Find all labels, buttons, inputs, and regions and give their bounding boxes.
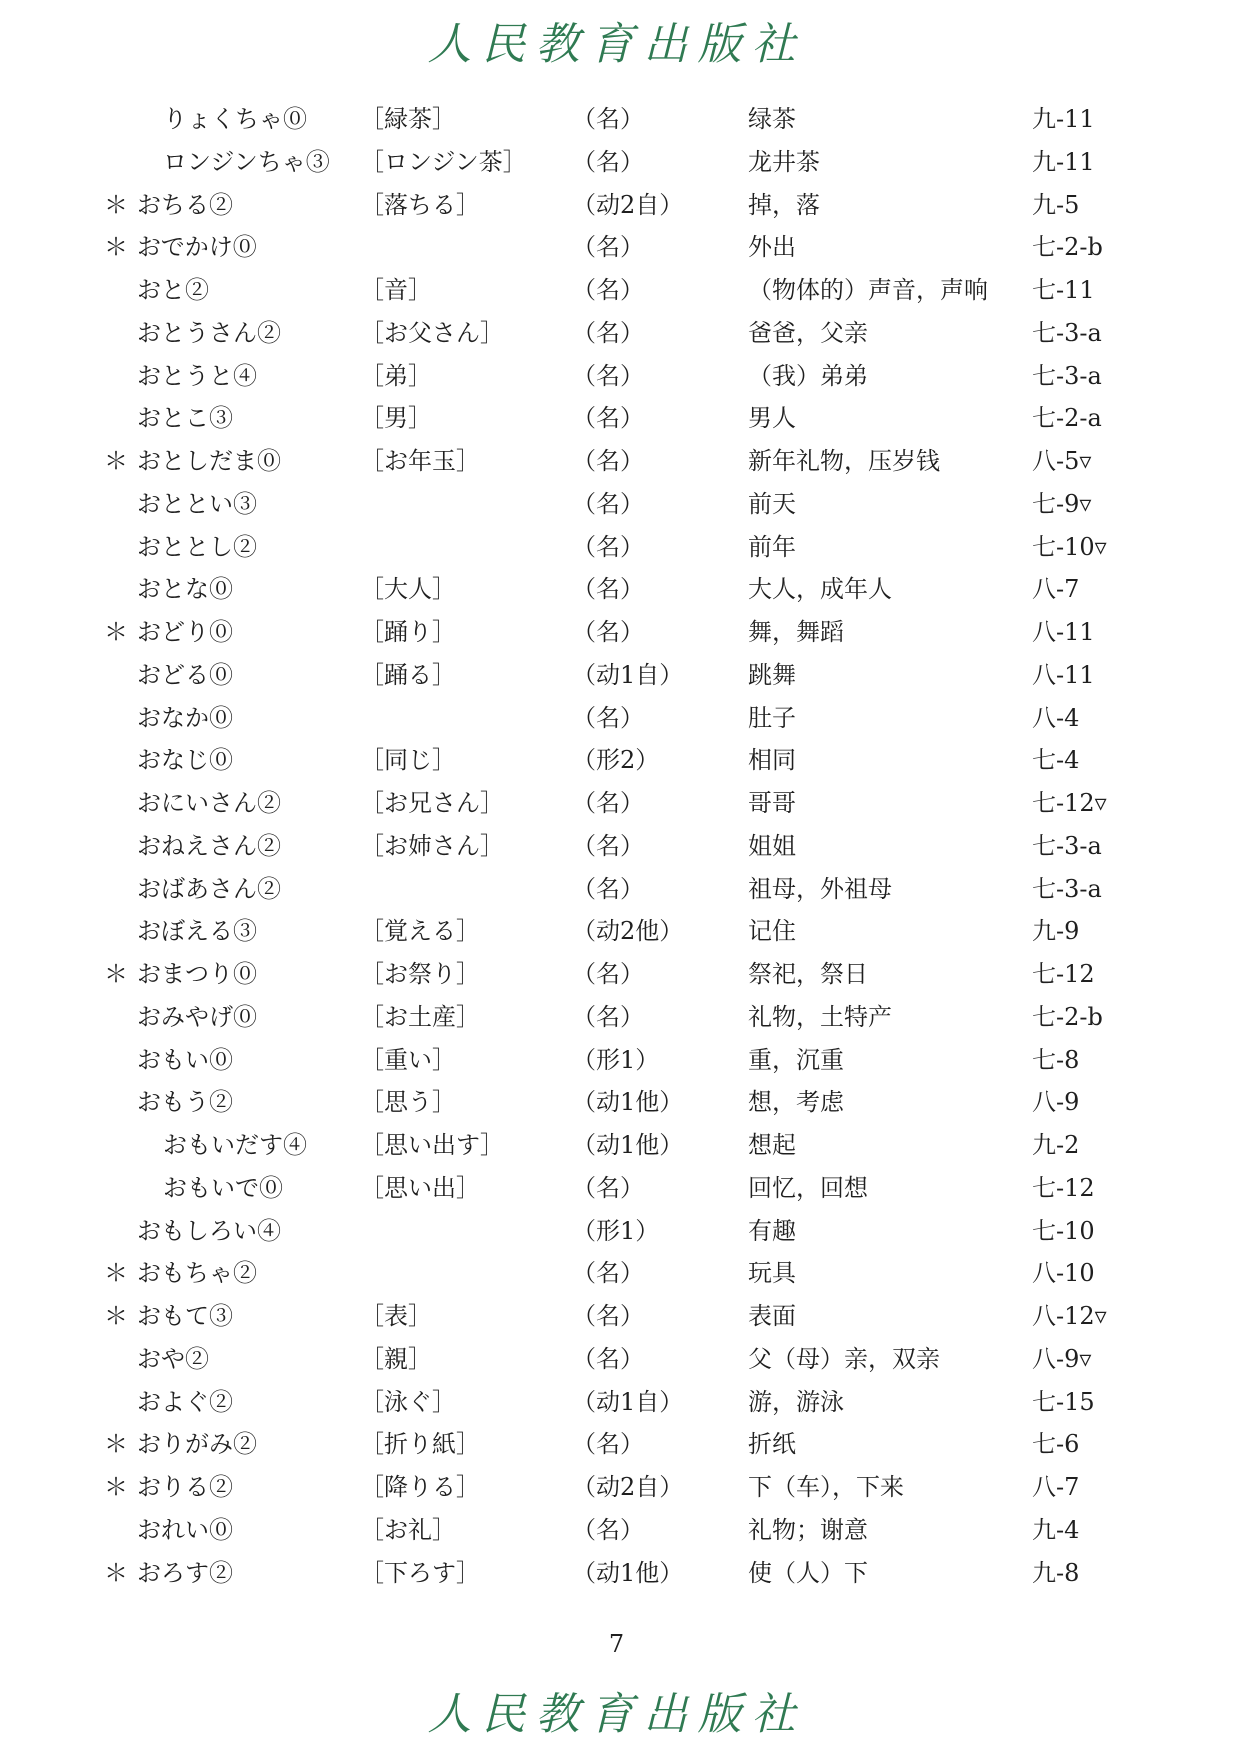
vocab-row [0,568,1233,611]
part-of-speech: （名） [572,960,644,988]
lesson-ref: 七-12 [1032,1173,1095,1202]
part-of-speech: （名） [572,874,644,903]
vocab-row [0,526,1233,569]
part-of-speech: （名） [572,789,644,817]
vocab-row [0,1124,1233,1167]
reading: おもい⓪ [137,1045,233,1074]
publisher-logo-top: 人民教育出版社 [427,19,806,70]
part-of-speech: （名） [572,105,644,133]
meaning: （我）弟弟 [748,361,868,390]
reading: おと② [137,276,209,304]
reading: おぼえる③ [137,917,257,946]
meaning: 想起 [748,1131,796,1159]
meaning: 下（车），下来 [748,1473,904,1501]
lesson-ref: 九-2 [1032,1131,1080,1159]
reading: おとしだま⓪ [137,447,281,475]
lesson-ref: 八-7 [1032,575,1080,604]
vocab-row [0,141,1233,184]
lesson-ref: 七-9▿ [1032,489,1092,518]
lesson-ref: 八-9 [1032,1088,1080,1117]
lesson-ref: 八-11 [1032,618,1095,646]
meaning: 舞，舞蹈 [748,618,844,646]
reading: おとこ③ [137,404,233,433]
vocab-row [0,1509,1233,1552]
reading: おもしろい④ [137,1216,281,1245]
kanji-form: ［ロンジン茶］ [360,147,527,176]
meaning: 爸爸，父亲 [748,318,868,347]
meaning: 龙井茶 [748,147,820,176]
kanji-form: ［同じ］ [360,746,456,775]
part-of-speech: （名） [572,831,644,860]
star-mark: ＊ [104,447,128,475]
part-of-speech: （形2） [572,746,660,775]
vocab-row [0,782,1233,825]
meaning: 父（母）亲，双亲 [748,1344,940,1373]
vocab-row [0,825,1233,868]
star-mark: ＊ [104,960,128,988]
meaning: 祖母，外祖母 [748,874,892,903]
vocab-row [0,355,1233,398]
part-of-speech: （动2自） [572,1473,684,1501]
meaning: 游，游泳 [748,1387,844,1416]
star-mark: ＊ [104,618,128,646]
vocab-row [0,1295,1233,1338]
lesson-ref: 九-9 [1032,917,1080,946]
reading: おなじ⓪ [137,746,233,775]
reading: おまつり⓪ [137,960,257,988]
part-of-speech: （名） [572,1430,644,1459]
part-of-speech: （形1） [572,1045,660,1074]
vocabulary-list [0,98,1233,1594]
part-of-speech: （名） [572,618,644,646]
part-of-speech: （名） [572,1344,644,1373]
vocab-row [0,397,1233,440]
page-number: 7 [608,1630,625,1658]
reading: おにいさん② [137,789,281,817]
lesson-ref: 七-15 [1032,1387,1095,1416]
reading: おねえさん② [137,831,281,860]
reading: りょくちゃ⓪ [163,105,307,133]
lesson-ref: 七-10 [1032,1216,1095,1245]
meaning: 外出 [748,233,796,262]
kanji-form: ［お礼］ [360,1515,456,1544]
vocab-row [0,1252,1233,1295]
part-of-speech: （动2他） [572,917,684,946]
vocab-row [0,910,1233,953]
lesson-ref: 九-4 [1032,1515,1080,1544]
lesson-ref: 七-2-a [1032,404,1102,433]
kanji-form: ［弟］ [360,361,432,390]
lesson-ref: 七-12 [1032,960,1095,988]
lesson-ref: 九-8 [1032,1558,1080,1587]
kanji-form: ［お年玉］ [360,447,480,475]
lesson-ref: 八-12▿ [1032,1302,1107,1330]
lesson-ref: 九-11 [1032,105,1095,133]
kanji-form: ［お父さん］ [360,318,504,347]
kanji-form: ［親］ [360,1344,432,1373]
reading: おみやげ⓪ [137,1002,257,1031]
reading: おととし② [137,532,257,561]
meaning: 玩具 [748,1259,796,1288]
vocab-row [0,312,1233,355]
vocab-row [0,739,1233,782]
meaning: （物体的）声音，声响 [748,276,988,304]
meaning: 大人，成年人 [748,575,892,604]
lesson-ref: 八-10 [1032,1259,1095,1288]
kanji-form: ［踊る］ [360,660,456,689]
kanji-form: ［お祭り］ [360,960,480,988]
kanji-form: ［下ろす］ [360,1558,480,1587]
part-of-speech: （名） [572,1002,644,1031]
part-of-speech: （名） [572,447,644,475]
kanji-form: ［覚える］ [360,917,480,946]
lesson-ref: 七-2-b [1032,233,1103,262]
reading: おとうさん② [137,318,281,347]
reading: おととい③ [137,489,257,518]
meaning: 折纸 [748,1430,796,1459]
kanji-form: ［お兄さん］ [360,789,504,817]
reading: おりる② [137,1473,233,1501]
lesson-ref: 八-7 [1032,1473,1080,1501]
part-of-speech: （名） [572,233,644,262]
star-mark: ＊ [104,1473,128,1501]
star-mark: ＊ [104,1430,128,1459]
part-of-speech: （名） [572,1515,644,1544]
vocab-row [0,868,1233,911]
meaning: 祭祀，祭日 [748,960,868,988]
reading: おどる⓪ [137,660,233,689]
lesson-ref: 九-11 [1032,147,1095,176]
reading: おりがみ② [137,1430,257,1459]
kanji-form: ［表］ [360,1302,432,1330]
part-of-speech: （名） [572,489,644,518]
lesson-ref: 七-11 [1032,276,1095,304]
vocab-row [0,184,1233,227]
meaning: 礼物；谢意 [748,1515,868,1544]
meaning: 姐姐 [748,831,796,860]
part-of-speech: （动1自） [572,1387,684,1416]
meaning: 记住 [748,917,796,946]
kanji-form: ［思う］ [360,1088,456,1117]
vocab-row [0,1338,1233,1381]
meaning: 表面 [748,1302,796,1330]
star-mark: ＊ [104,190,128,219]
part-of-speech: （名） [572,575,644,604]
part-of-speech: （动2自） [572,190,684,219]
part-of-speech: （名） [572,361,644,390]
meaning: 新年礼物，压岁钱 [748,447,940,475]
vocab-row [0,996,1233,1039]
vocab-row [0,1423,1233,1466]
part-of-speech: （名） [572,1259,644,1288]
part-of-speech: （名） [572,318,644,347]
vocab-row [0,1039,1233,1082]
meaning: 掉，落 [748,190,820,219]
meaning: 重，沉重 [748,1045,844,1074]
star-mark: ＊ [104,1302,128,1330]
vocab-row [0,98,1233,141]
part-of-speech: （名） [572,1173,644,1202]
kanji-form: ［降りる］ [360,1473,480,1501]
kanji-form: ［落ちる］ [360,190,480,219]
vocab-row [0,953,1233,996]
star-mark: ＊ [104,1558,128,1587]
kanji-form: ［思い出］ [360,1173,480,1202]
meaning: 相同 [748,746,796,775]
reading: おなか⓪ [137,703,233,732]
part-of-speech: （动1自） [572,660,684,689]
kanji-form: ［折り紙］ [360,1430,480,1459]
lesson-ref: 八-11 [1032,660,1095,689]
star-mark: ＊ [104,233,128,262]
vocab-row [0,1466,1233,1509]
meaning: 前年 [748,532,796,561]
reading: およぐ② [137,1387,233,1416]
lesson-ref: 七-6 [1032,1430,1080,1459]
kanji-form: ［大人］ [360,575,456,604]
part-of-speech: （动1他） [572,1558,684,1587]
kanji-form: ［緑茶］ [360,105,456,133]
reading: おもいで⓪ [163,1173,283,1202]
kanji-form: ［お姉さん］ [360,831,504,860]
vocab-row [0,697,1233,740]
meaning: 绿茶 [748,105,796,133]
kanji-form: ［音］ [360,276,432,304]
vocab-row [0,226,1233,269]
kanji-form: ［踊り］ [360,618,456,646]
meaning: 哥哥 [748,789,796,817]
reading: おとな⓪ [137,575,233,604]
reading: おもう② [137,1088,233,1117]
vocab-row [0,654,1233,697]
reading: おちる② [137,190,233,219]
vocab-row [0,1167,1233,1210]
lesson-ref: 九-5 [1032,190,1080,219]
lesson-ref: 七-3-a [1032,874,1102,903]
part-of-speech: （名） [572,147,644,176]
reading: おもて③ [137,1302,233,1330]
reading: おでかけ⓪ [137,233,257,262]
vocab-row [0,440,1233,483]
kanji-form: ［お土産］ [360,1002,480,1031]
lesson-ref: 七-12▿ [1032,789,1107,817]
lesson-ref: 七-8 [1032,1045,1080,1074]
part-of-speech: （动1他） [572,1131,684,1159]
lesson-ref: 八-9▿ [1032,1344,1092,1373]
part-of-speech: （名） [572,532,644,561]
lesson-ref: 七-4 [1032,746,1080,775]
reading: ロンジンちゃ③ [163,147,330,176]
reading: おや② [137,1344,209,1373]
reading: おろす② [137,1558,233,1587]
kanji-form: ［泳ぐ］ [360,1387,456,1416]
meaning: 使（人）下 [748,1558,868,1587]
reading: おどり⓪ [137,618,233,646]
vocab-row [0,1081,1233,1124]
part-of-speech: （名） [572,703,644,732]
meaning: 回忆，回想 [748,1173,868,1202]
lesson-ref: 八-5▿ [1032,447,1092,475]
vocab-row [0,1381,1233,1424]
part-of-speech: （动1他） [572,1088,684,1117]
lesson-ref: 七-3-a [1032,831,1102,860]
part-of-speech: （形1） [572,1216,660,1245]
meaning: 有趣 [748,1216,796,1245]
part-of-speech: （名） [572,1302,644,1330]
vocab-row [0,1552,1233,1595]
meaning: 礼物，土特产 [748,1002,892,1031]
vocab-row [0,611,1233,654]
meaning: 男人 [748,404,796,433]
meaning: 前天 [748,489,796,518]
vocab-row [0,1210,1233,1253]
reading: おとうと④ [137,361,257,390]
reading: おばあさん② [137,874,281,903]
kanji-form: ［重い］ [360,1045,456,1074]
kanji-form: ［思い出す］ [360,1131,504,1159]
part-of-speech: （名） [572,404,644,433]
reading: おもいだす④ [163,1131,307,1159]
meaning: 跳舞 [748,660,796,689]
meaning: 想，考虑 [748,1088,844,1117]
kanji-form: ［男］ [360,404,432,433]
reading: おもちゃ② [137,1259,257,1288]
part-of-speech: （名） [572,276,644,304]
lesson-ref: 七-2-b [1032,1002,1103,1031]
publisher-logo-bottom: 人民教育出版社 [427,1689,806,1740]
lesson-ref: 七-3-a [1032,361,1102,390]
star-mark: ＊ [104,1259,128,1288]
lesson-ref: 八-4 [1032,703,1080,732]
lesson-ref: 七-3-a [1032,318,1102,347]
vocab-row [0,483,1233,526]
lesson-ref: 七-10▿ [1032,532,1107,561]
vocab-row [0,269,1233,312]
reading: おれい⓪ [137,1515,233,1544]
meaning: 肚子 [748,703,796,732]
